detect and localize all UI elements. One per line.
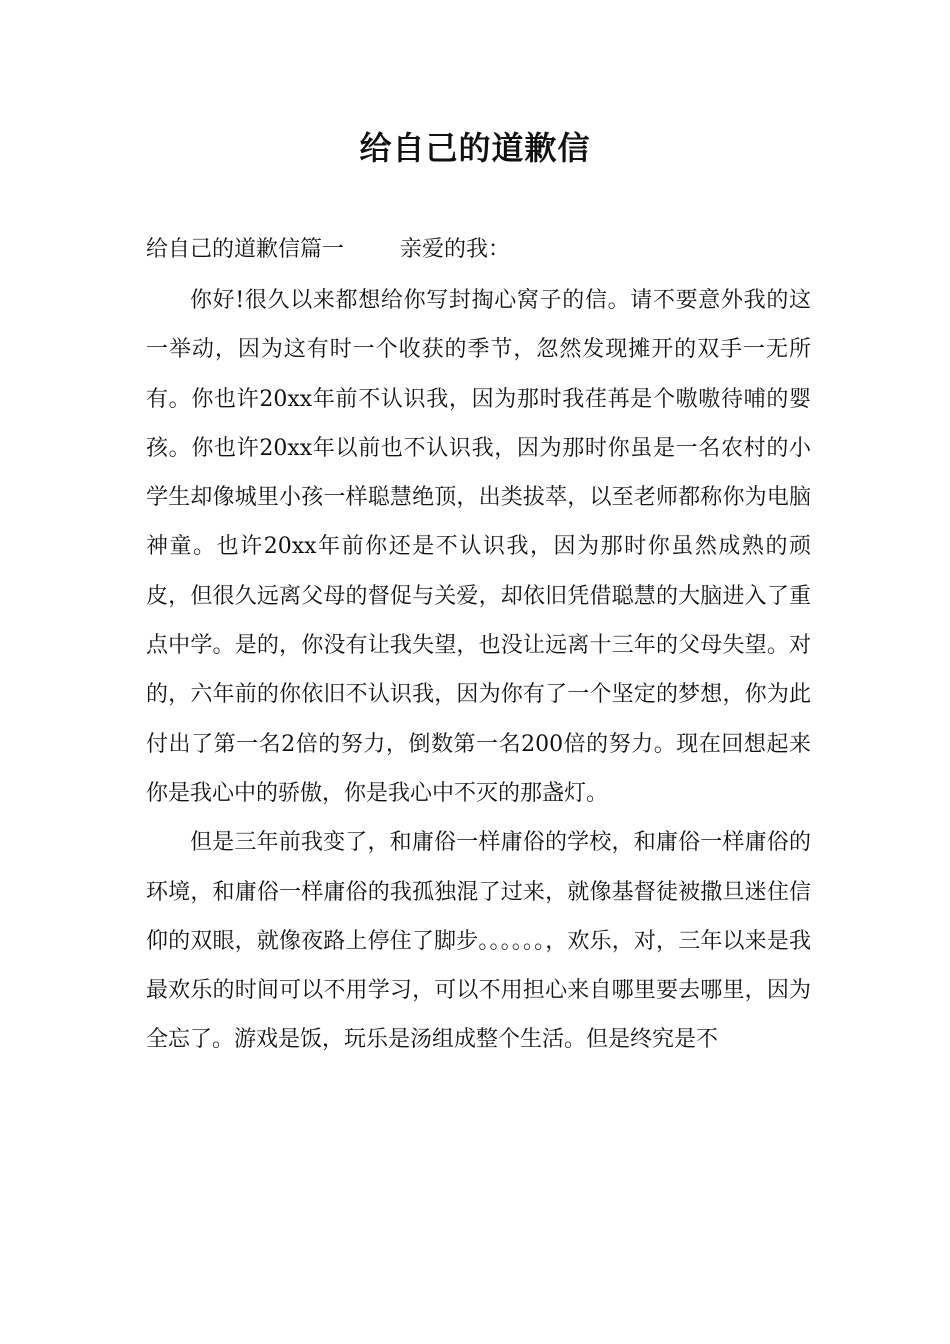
paragraph-2: 但是三年前我变了，和庸俗一样庸俗的学校，和庸俗一样庸俗的环境，和庸俗一样庸俗的我孤独混了过来，就像基督徒被撒旦迷住信仰的双眼，就像夜路上停住了脚步。。。。。。，欢乐，对，三年以来是我最欢乐的时间可以不用学习，可以不用担心来自哪里要去哪里，因为全忘了。游戏是饭，玩乐是汤组成整个生活。但是终究是不 [146, 830, 811, 1053]
section-label: 给自己的道歉信篇一 [146, 237, 345, 262]
letter-body [146, 276, 811, 1065]
document-title: 给自己的道歉信 [359, 129, 591, 167]
salutation: 亲爱的我： [400, 237, 511, 262]
section-heading-line [146, 226, 816, 274]
paragraph-1: 你好!很久以来都想给你写封掏心窝子的信。请不要意外我的这一举动，因为这有时一个收获的季节，忽然发现摊开的双手一无所有。你也许20xx年前不认识我，因为那时我荏苒是个嗷嗷待哺的婴孩。你也许20xx年以前也不认识我，因为那时你虽是一名农村的小学生却像城里小孩一样聪慧绝顶，出类拔萃，以至老师都称你为电脑神童。也许20xx年前你还是不认识我，因为那时你虽然成熟的顽皮，但很久远离父母的督促与关爱，却依旧凭借聪慧的大脑进入了重点中学。是的，你没有让我失望，也没让远离十三年的父母失望。对的，六年前的你依旧不认识我，因为你有了一个坚定的梦想，你为此付出了第一名2倍的努力，倒数第一名200倍的努力。现在回想起来你是我心中的骄傲，你是我心中不灭的那盏灯。 [146, 288, 811, 806]
